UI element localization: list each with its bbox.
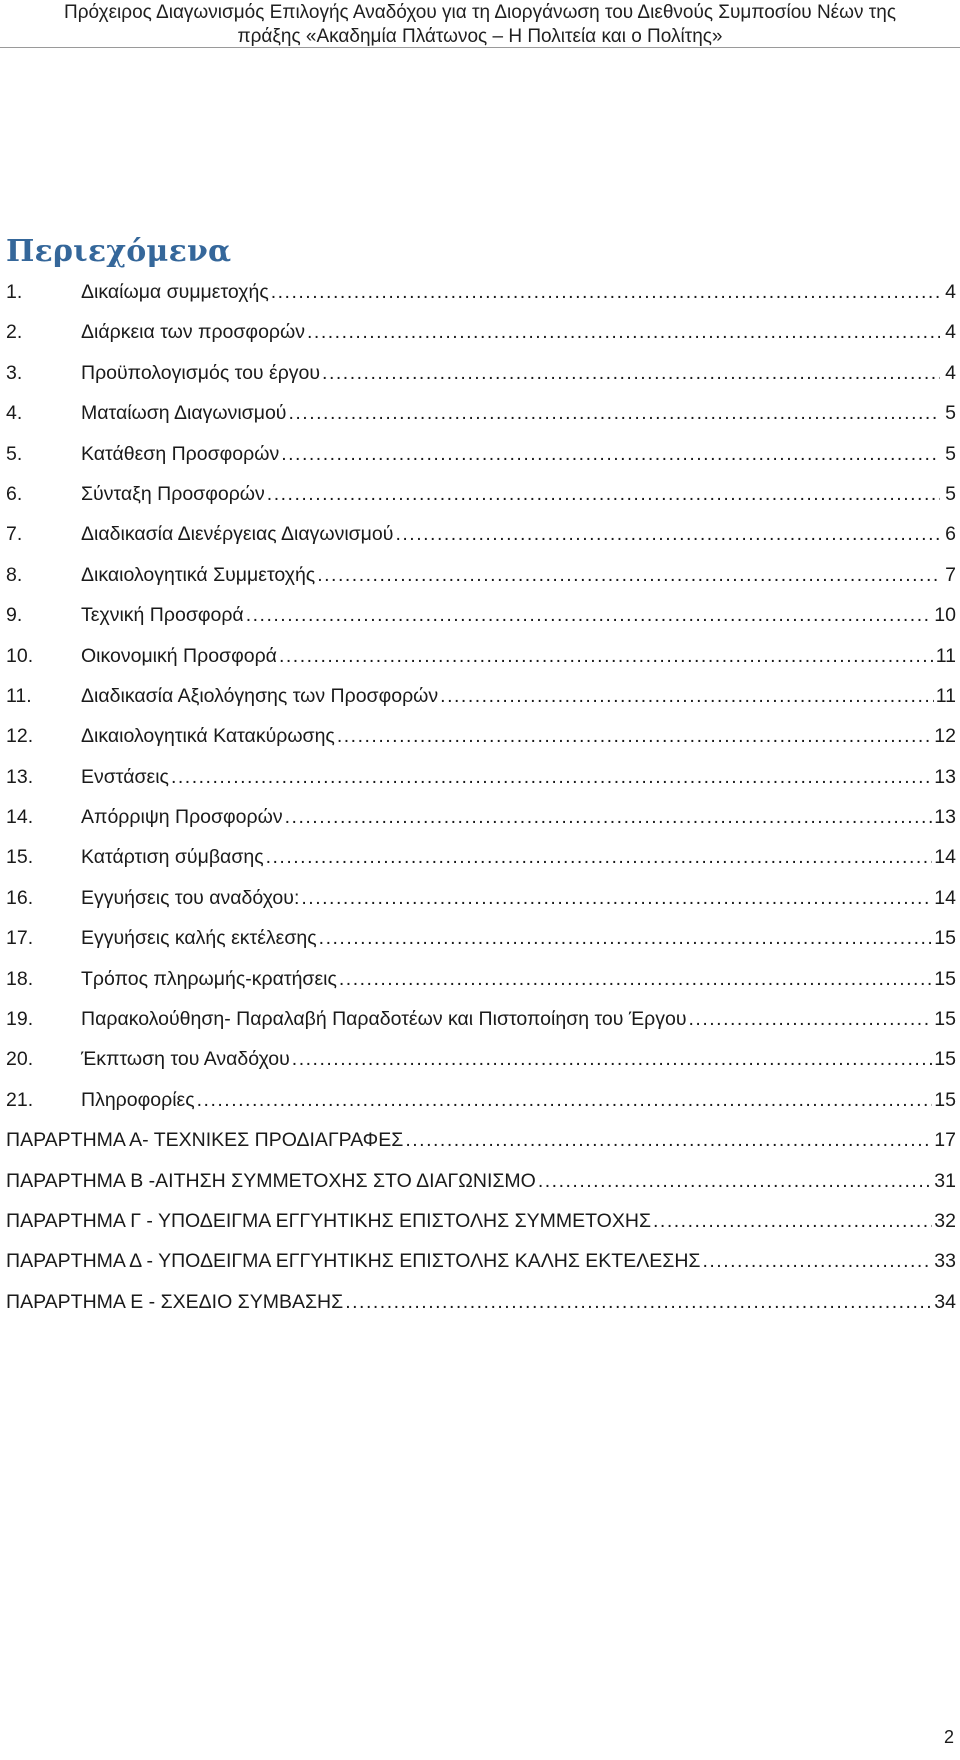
- toc-entry-label[interactable]: Δικαίωμα συμμετοχής: [81, 281, 269, 303]
- toc-appendix-entry[interactable]: [6, 1170, 956, 1210]
- toc-dot-leader: [339, 968, 932, 991]
- toc-dot-leader: [285, 806, 933, 829]
- toc-entry-label[interactable]: Προϋπολογισμός του έργου: [81, 361, 321, 384]
- toc-entry[interactable]: [6, 685, 956, 725]
- toc-entry-label[interactable]: Πληροφορίες: [81, 1088, 195, 1111]
- toc-entry[interactable]: [6, 968, 956, 1008]
- toc-entry-page: 10: [934, 604, 956, 627]
- toc-dot-leader: [653, 1210, 932, 1233]
- toc-entry[interactable]: [6, 443, 956, 483]
- toc-entry-label[interactable]: Απόρριψη Προσφορών: [81, 806, 283, 829]
- toc-entry[interactable]: [6, 564, 956, 604]
- toc-entry-label[interactable]: Παρακολούθηση- Παραλαβή Παραδοτέων και Πιστοποίηση του Έργου: [81, 1008, 687, 1031]
- toc-dot-leader: [288, 402, 940, 425]
- toc-entry-number: 15.: [6, 846, 34, 869]
- toc-entry-label[interactable]: Διάρκεια των προσφορών: [81, 321, 305, 344]
- toc-entry-number: 10.: [6, 644, 34, 667]
- toc-dot-leader: [171, 766, 932, 789]
- toc-entry[interactable]: [6, 1048, 956, 1088]
- toc-entry[interactable]: [6, 1089, 956, 1129]
- table-of-contents: [6, 281, 956, 1331]
- toc-entry-label[interactable]: Εγγυήσεις καλής εκτέλεσης: [81, 927, 317, 950]
- toc-entry-page: 15: [934, 967, 956, 990]
- toc-entry-label[interactable]: Εγγυήσεις του αναδόχου:: [81, 886, 300, 909]
- toc-dot-leader: [538, 1170, 932, 1193]
- toc-entry-number: 20.: [6, 1048, 34, 1071]
- toc-dot-leader: [266, 846, 933, 869]
- toc-entry-label[interactable]: Διαδικασία Διενέργειας Διαγωνισμού: [81, 523, 394, 546]
- toc-entry-label[interactable]: Τρόπος πληρωμής-κρατήσεις: [81, 967, 337, 990]
- toc-entry-number: 12.: [6, 725, 34, 748]
- toc-appendix-page: 32: [934, 1209, 956, 1232]
- toc-entry-number: 6.: [6, 482, 23, 505]
- page-number: 2: [943, 1727, 954, 1747]
- toc-entry-number: 7.: [6, 523, 23, 546]
- toc-entry-number: 18.: [6, 967, 34, 990]
- toc-entry[interactable]: [6, 1008, 956, 1048]
- toc-entry-label[interactable]: Τεχνική Προσφορά: [81, 604, 244, 627]
- toc-entry[interactable]: [6, 645, 956, 685]
- toc-appendix-entry[interactable]: [6, 1291, 956, 1331]
- toc-dot-leader: [292, 1048, 933, 1071]
- toc-dot-leader: [307, 321, 940, 344]
- toc-appendix-page: 31: [934, 1169, 956, 1192]
- toc-entry-number: 13.: [6, 765, 34, 788]
- toc-appendix-page: 17: [934, 1129, 956, 1152]
- toc-entry-number: 14.: [6, 806, 34, 829]
- toc-entry-label[interactable]: Δικαιολογητικά Συμμετοχής: [81, 563, 316, 586]
- toc-entry-page: 5: [945, 482, 956, 505]
- toc-entry-number: 1.: [6, 281, 23, 303]
- header-line-1: Πρόχειρος Διαγωνισμός Επιλογής Αναδόχου για τη Διοργάνωση του Διεθνούς Συμποσίου Νέων της: [64, 2, 896, 23]
- toc-appendix-entry[interactable]: [6, 1250, 956, 1290]
- toc-dot-leader: [267, 483, 940, 506]
- toc-entry-label[interactable]: Ενστάσεις: [81, 765, 169, 788]
- toc-entry-page: 5: [945, 442, 956, 465]
- toc-dot-leader: [301, 887, 932, 910]
- toc-entry-page: 15: [934, 927, 956, 950]
- toc-title: Περιεχόμενα: [6, 234, 232, 269]
- toc-entry-page: 13: [934, 806, 956, 829]
- toc-dot-leader: [345, 1291, 932, 1314]
- toc-entry-page: 11: [935, 644, 956, 667]
- toc-entry-page: 15: [934, 1048, 956, 1071]
- toc-dot-leader: [337, 725, 932, 748]
- toc-appendix-label[interactable]: ΠΑΡΑΡΤΗΜΑ Β -ΑΙΤΗΣΗ ΣΥΜΜΕΤΟΧΗΣ ΣΤΟ ΔΙΑΓΩΝΙΣΜΟ: [6, 1169, 536, 1192]
- toc-entry-page: 15: [934, 1088, 956, 1111]
- toc-entry-number: 21.: [6, 1088, 34, 1111]
- toc-entry-page: 13: [934, 765, 956, 788]
- toc-appendix-entry[interactable]: [6, 1129, 956, 1169]
- toc-entry-page: 4: [945, 281, 956, 303]
- toc-entry[interactable]: [6, 927, 956, 967]
- toc-dot-leader: [702, 1250, 932, 1273]
- toc-entry[interactable]: [6, 846, 956, 886]
- toc-entry-number: 8.: [6, 563, 23, 586]
- toc-dot-leader: [197, 1089, 933, 1112]
- toc-entry[interactable]: [6, 523, 956, 563]
- toc-entry[interactable]: [6, 806, 956, 846]
- header-line-2: πράξης «Ακαδημία Πλάτωνος – Η Πολιτεία και ο Πολίτης»: [237, 26, 723, 47]
- toc-appendix-page: 33: [934, 1250, 956, 1273]
- toc-entry[interactable]: [6, 321, 956, 361]
- toc-dot-leader: [395, 523, 940, 546]
- toc-dot-leader: [322, 362, 940, 385]
- toc-appendix-label[interactable]: ΠΑΡΑΡΤΗΜΑ Δ - ΥΠΟΔΕΙΓΜΑ ΕΓΓΥΗΤΙΚΗΣ ΕΠΙΣΤΟΛΗΣ ΚΑΛΗΣ ΕΚΤΕΛΕΣΗΣ: [6, 1250, 701, 1273]
- toc-dot-leader: [246, 604, 933, 627]
- toc-entry-page: 4: [945, 361, 956, 384]
- toc-entry-label[interactable]: Σύνταξη Προσφορών: [81, 482, 265, 505]
- toc-dot-leader: [440, 685, 934, 708]
- toc-dot-leader: [319, 927, 933, 950]
- toc-entry-number: 19.: [6, 1008, 34, 1031]
- toc-entry-label[interactable]: Οικονομική Προσφορά: [81, 644, 277, 667]
- toc-appendix-page: 34: [934, 1290, 956, 1313]
- toc-entry-number: 2.: [6, 321, 23, 344]
- toc-appendix-label[interactable]: ΠΑΡΑΡΤΗΜΑ Γ - ΥΠΟΔΕΙΓΜΑ ΕΓΓΥΗΤΙΚΗΣ ΕΠΙΣΤΟΛΗΣ ΣΥΜΜΕΤΟΧΗΣ: [6, 1209, 651, 1232]
- toc-entry[interactable]: [6, 483, 956, 523]
- toc-entry-page: 12: [934, 725, 956, 748]
- toc-appendix-label[interactable]: ΠΑΡΑΡΤΗΜΑ Α- ΤΕΧΝΙΚΕΣ ΠΡΟΔΙΑΓΡΑΦΕΣ: [6, 1129, 404, 1152]
- toc-entry-label[interactable]: Έκπτωση του Αναδόχου: [81, 1048, 290, 1071]
- toc-entry-label[interactable]: Διαδικασία Αξιολόγησης των Προσφορών: [81, 684, 439, 707]
- toc-entry[interactable]: [6, 402, 956, 442]
- toc-entry-number: 17.: [6, 927, 34, 950]
- toc-entry-page: 7: [945, 563, 956, 586]
- page-header: [0, 0, 960, 48]
- toc-dot-leader: [271, 281, 940, 304]
- toc-entry-label[interactable]: Ματαίωση Διαγωνισμού: [81, 402, 287, 425]
- toc-dot-leader: [689, 1008, 933, 1031]
- toc-entry-number: 9.: [6, 604, 23, 627]
- toc-entry[interactable]: [6, 887, 956, 927]
- toc-dot-leader: [281, 443, 940, 466]
- toc-entry[interactable]: [6, 604, 956, 644]
- toc-entry-page: 6: [945, 523, 956, 546]
- toc-entry-number: 4.: [6, 402, 23, 425]
- toc-entry-label[interactable]: Δικαιολογητικά Κατακύρωσης: [81, 725, 335, 748]
- toc-entry-page: 11: [935, 684, 956, 707]
- toc-entry-number: 11.: [6, 684, 32, 707]
- toc-entry[interactable]: [6, 725, 956, 765]
- toc-entry-page: 14: [934, 846, 956, 869]
- toc-entry-number: 5.: [6, 442, 23, 465]
- toc-entry-page: 14: [934, 886, 956, 909]
- toc-appendix-label[interactable]: ΠΑΡΑΡΤΗΜΑ Ε - ΣΧΕΔΙΟ ΣΥΜΒΑΣΗΣ: [6, 1290, 344, 1313]
- toc-entry-page: 5: [945, 402, 956, 425]
- toc-entry-page: 4: [945, 321, 956, 344]
- toc-entry-page: 15: [934, 1008, 956, 1031]
- toc-entry[interactable]: [6, 362, 956, 402]
- toc-entry-label[interactable]: Κατάθεση Προσφορών: [81, 442, 280, 465]
- toc-entry[interactable]: [6, 281, 956, 321]
- toc-entry-label[interactable]: Κατάρτιση σύμβασης: [81, 846, 264, 869]
- toc-entry-number: 16.: [6, 886, 34, 909]
- toc-appendix-entry[interactable]: [6, 1210, 956, 1250]
- toc-dot-leader: [317, 564, 940, 587]
- toc-dot-leader: [405, 1129, 932, 1152]
- toc-entry[interactable]: [6, 766, 956, 806]
- toc-dot-leader: [279, 645, 934, 668]
- toc-entry-number: 3.: [6, 361, 23, 384]
